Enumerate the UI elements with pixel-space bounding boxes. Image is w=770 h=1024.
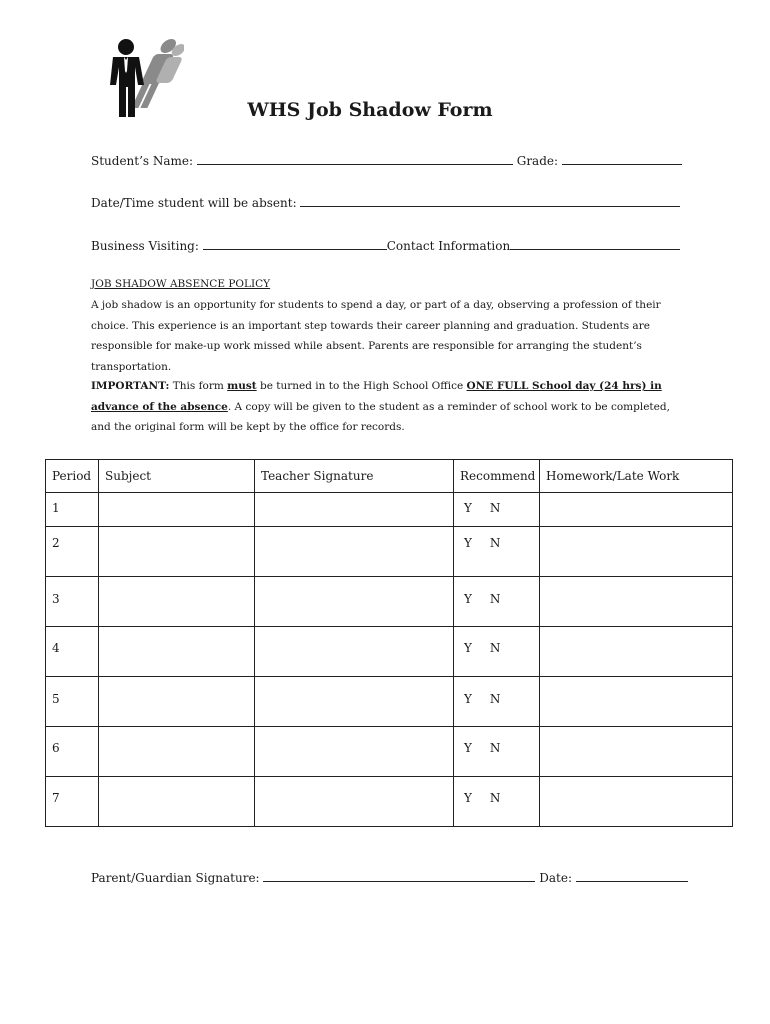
table-row (46, 727, 733, 777)
parent-signature-field[interactable] (263, 869, 535, 882)
recommend-yes-option[interactable]: Y (464, 692, 472, 706)
recommend-no-option[interactable]: N (489, 592, 501, 606)
cell-period: 4 (46, 627, 99, 677)
table-header-row (46, 460, 733, 493)
cell-subject[interactable] (99, 727, 255, 777)
cell-period: 5 (46, 677, 99, 727)
cell-homework[interactable] (540, 577, 733, 627)
cell-subject[interactable] (99, 527, 255, 577)
date-label: Date: (539, 871, 573, 885)
table-row (46, 577, 733, 627)
cell-homework[interactable] (540, 777, 733, 827)
policy-heading: JOB SHADOW ABSENCE POLICY (91, 278, 271, 290)
cell-teacher-signature[interactable] (255, 493, 454, 527)
date-field[interactable] (576, 869, 688, 882)
recommend-no-option[interactable]: N (489, 692, 501, 706)
policy-body: A job shadow is an opportunity for students to spend a day, or part of a day, observing a profession of their choice. This experience is an important step towards their career planning and graduation. Students are responsible for make-up work missed while absent. Parents are responsible for arranging the student’s transportation. (91, 299, 661, 373)
recommend-yes-option[interactable]: Y (464, 741, 472, 755)
header-subject: Subject (99, 460, 255, 493)
schedule-table (45, 459, 733, 827)
recommend-no-option[interactable]: N (489, 536, 501, 550)
cell-recommend[interactable] (454, 677, 540, 727)
header-teacher-signature: Teacher Signature (255, 460, 454, 493)
header-recommend: Recommend (454, 460, 540, 493)
cell-recommend[interactable] (454, 727, 540, 777)
important-label: IMPORTANT: (91, 380, 170, 392)
recommend-no-option[interactable]: N (489, 501, 501, 515)
business-field[interactable] (203, 237, 387, 250)
contact-field[interactable] (510, 237, 680, 250)
must-emphasis: must (227, 380, 257, 392)
parent-signature-label: Parent/Guardian Signature: (91, 871, 260, 885)
cell-recommend[interactable] (454, 777, 540, 827)
cell-period: 3 (46, 577, 99, 627)
contact-label: Contact Information (386, 239, 511, 253)
recommend-no-option[interactable]: N (489, 641, 501, 655)
table-row (46, 527, 733, 577)
grade-field[interactable] (562, 152, 682, 165)
cell-subject[interactable] (99, 577, 255, 627)
cell-teacher-signature[interactable] (255, 777, 454, 827)
deadline-emphasis: ONE FULL School day (24 hrs) in advance of the absence (91, 380, 662, 413)
table-row (46, 677, 733, 727)
cell-teacher-signature[interactable] (255, 527, 454, 577)
important-notice: IMPORTANT: This form must be turned in to the High School Office ONE FULL School day (24 hrs) in advance of the absence. A copy will be given to the student as a reminder of school work to be completed, and the original form will be kept by the office for records. (91, 380, 670, 433)
cell-period: 1 (46, 493, 99, 527)
header-period: Period (46, 460, 99, 493)
recommend-yes-option[interactable]: Y (464, 536, 472, 550)
grade-label: Grade: (516, 154, 559, 168)
recommend-yes-option[interactable]: Y (464, 641, 472, 655)
cell-homework[interactable] (540, 727, 733, 777)
cell-homework[interactable] (540, 627, 733, 677)
student-name-label: Student’s Name: (91, 154, 194, 168)
cell-period: 2 (46, 527, 99, 577)
cell-teacher-signature[interactable] (255, 677, 454, 727)
cell-teacher-signature[interactable] (255, 627, 454, 677)
absent-field[interactable] (300, 194, 680, 207)
absent-label: Date/Time student will be absent: (91, 196, 297, 210)
cell-teacher-signature[interactable] (255, 727, 454, 777)
cell-recommend[interactable] (454, 527, 540, 577)
student-name-line (91, 152, 682, 168)
parent-signature-line (91, 869, 688, 885)
cell-recommend[interactable] (454, 493, 540, 527)
cell-homework[interactable] (540, 493, 733, 527)
cell-homework[interactable] (540, 677, 733, 727)
table-row (46, 493, 733, 527)
recommend-yes-option[interactable]: Y (464, 592, 472, 606)
cell-subject[interactable] (99, 493, 255, 527)
cell-recommend[interactable] (454, 577, 540, 627)
recommend-yes-option[interactable]: Y (464, 501, 472, 515)
absent-line (91, 194, 680, 210)
table-row (46, 627, 733, 677)
cell-period: 6 (46, 727, 99, 777)
header-homework: Homework/Late Work (540, 460, 733, 493)
cell-homework[interactable] (540, 527, 733, 577)
cell-teacher-signature[interactable] (255, 577, 454, 627)
cell-period: 7 (46, 777, 99, 827)
cell-subject[interactable] (99, 677, 255, 727)
form-title: WHS Job Shadow Form (247, 99, 493, 121)
cell-subject[interactable] (99, 627, 255, 677)
table-row (46, 777, 733, 827)
recommend-yes-option[interactable]: Y (464, 791, 472, 805)
recommend-no-option[interactable]: N (489, 741, 501, 755)
business-label: Business Visiting: (91, 239, 199, 253)
cell-subject[interactable] (99, 777, 255, 827)
business-line (91, 237, 680, 253)
cell-recommend[interactable] (454, 627, 540, 677)
student-name-field[interactable] (197, 152, 513, 165)
recommend-no-option[interactable]: N (489, 791, 501, 805)
